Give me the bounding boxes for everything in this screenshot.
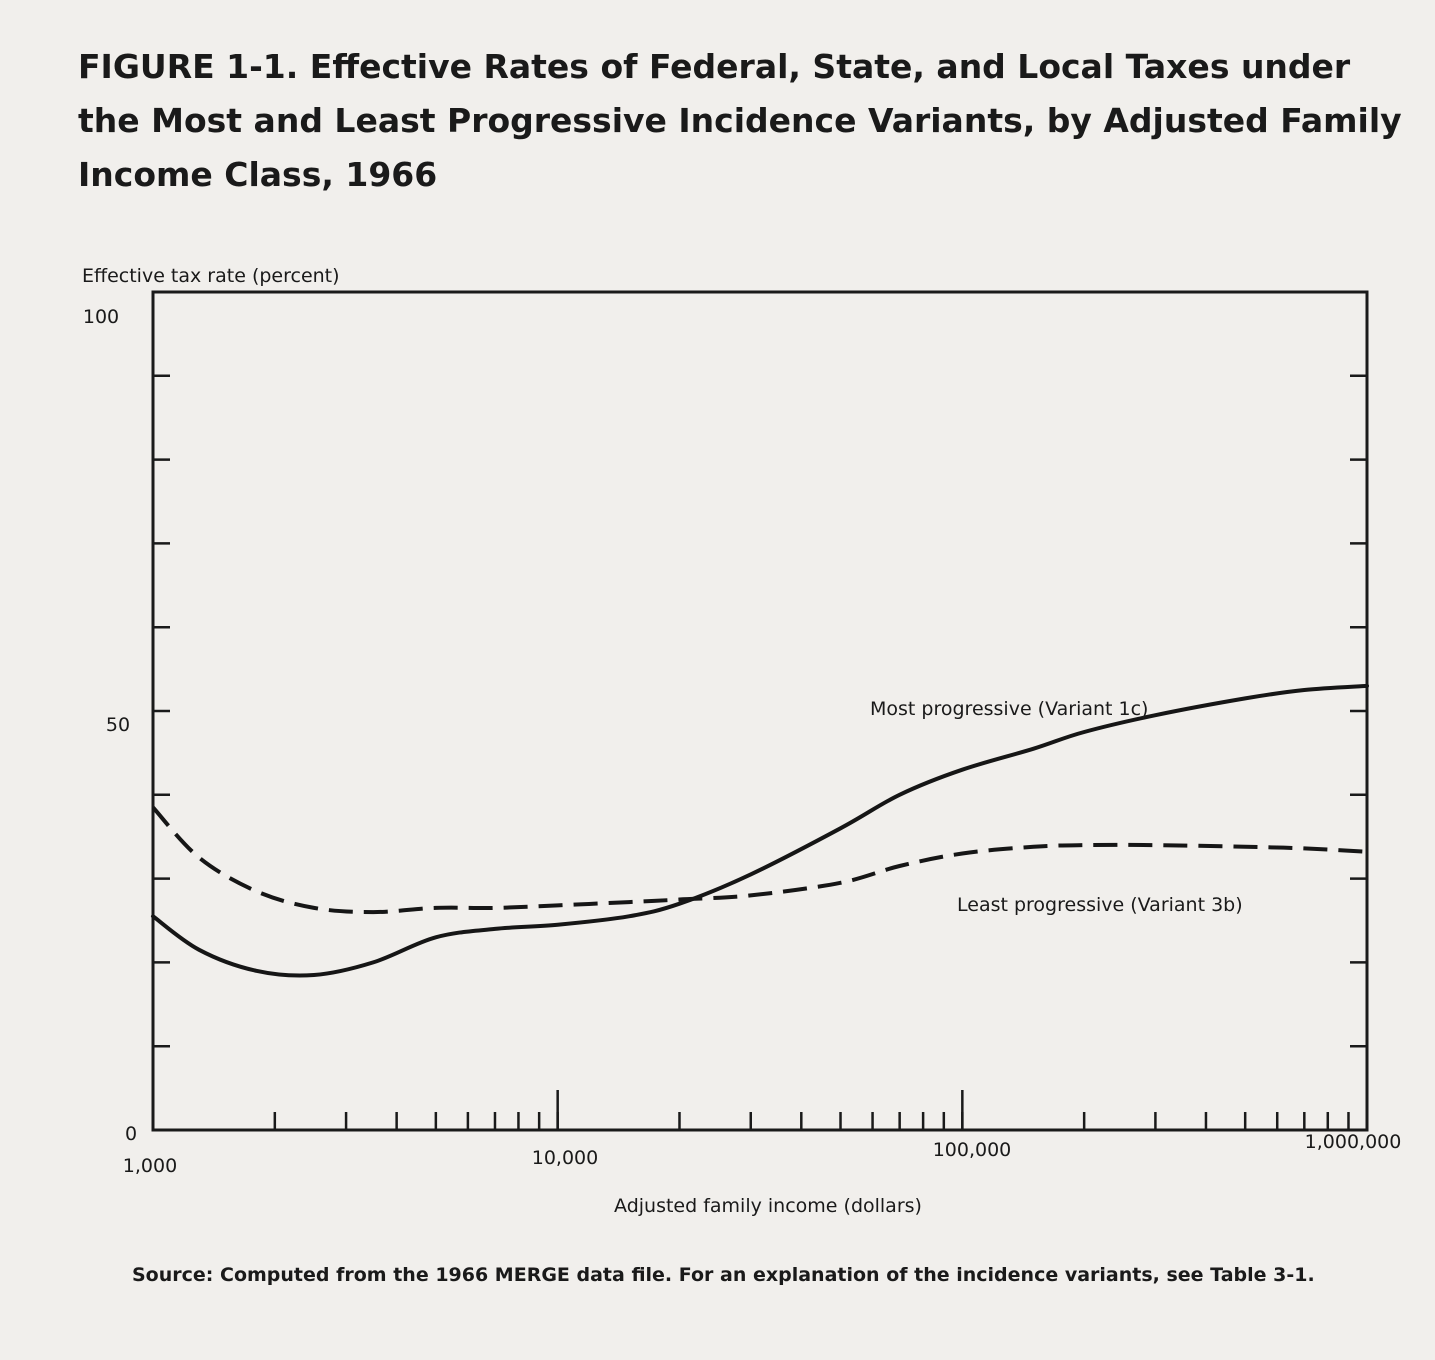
figure-title-line-3: Income Class, 1966 (78, 155, 438, 194)
y-tick-label-100: 100 (82, 306, 120, 328)
y-tick-label-0: 0 (124, 1123, 138, 1145)
x-axis-label: Adjusted family income (dollars) (614, 1195, 922, 1217)
data-point-least-300000 (1153, 843, 1157, 847)
y-axis-label: Effective tax rate (percent) (82, 265, 340, 287)
x-tick-label-100000: 100,000 (932, 1139, 1012, 1161)
annotation-least-progressive: Least progressive (Variant 3b) (957, 894, 1243, 916)
x-axis-ticks (275, 1090, 1367, 1130)
x-tick-label-10000: 10,000 (531, 1147, 599, 1169)
figure-title-line-1: FIGURE 1-1. Effective Rates of Federal, State, and Local Taxes under (78, 47, 1351, 86)
data-point-least-1800 (254, 889, 258, 893)
source-note: Source: Computed from the 1966 MERGE data file. For an explanation of the incidence variants, see Table 3-1. (132, 1264, 1315, 1286)
x-tick-label-1000000: 1,000,000 (1304, 1131, 1402, 1153)
series-points (151, 684, 1369, 977)
y-tick-label-50: 50 (105, 714, 131, 736)
annotation-most-progressive: Most progressive (Variant 1c) (870, 698, 1149, 720)
data-point-least-200000 (1082, 843, 1086, 847)
series-line-most-progressive (153, 686, 1367, 976)
data-point-least-7000 (493, 906, 497, 910)
figure-title-line-2: the Most and Least Progressive Incidence Variants, by Adjusted Family (78, 101, 1402, 140)
x-tick-label-1000: 1,000 (122, 1155, 178, 1177)
